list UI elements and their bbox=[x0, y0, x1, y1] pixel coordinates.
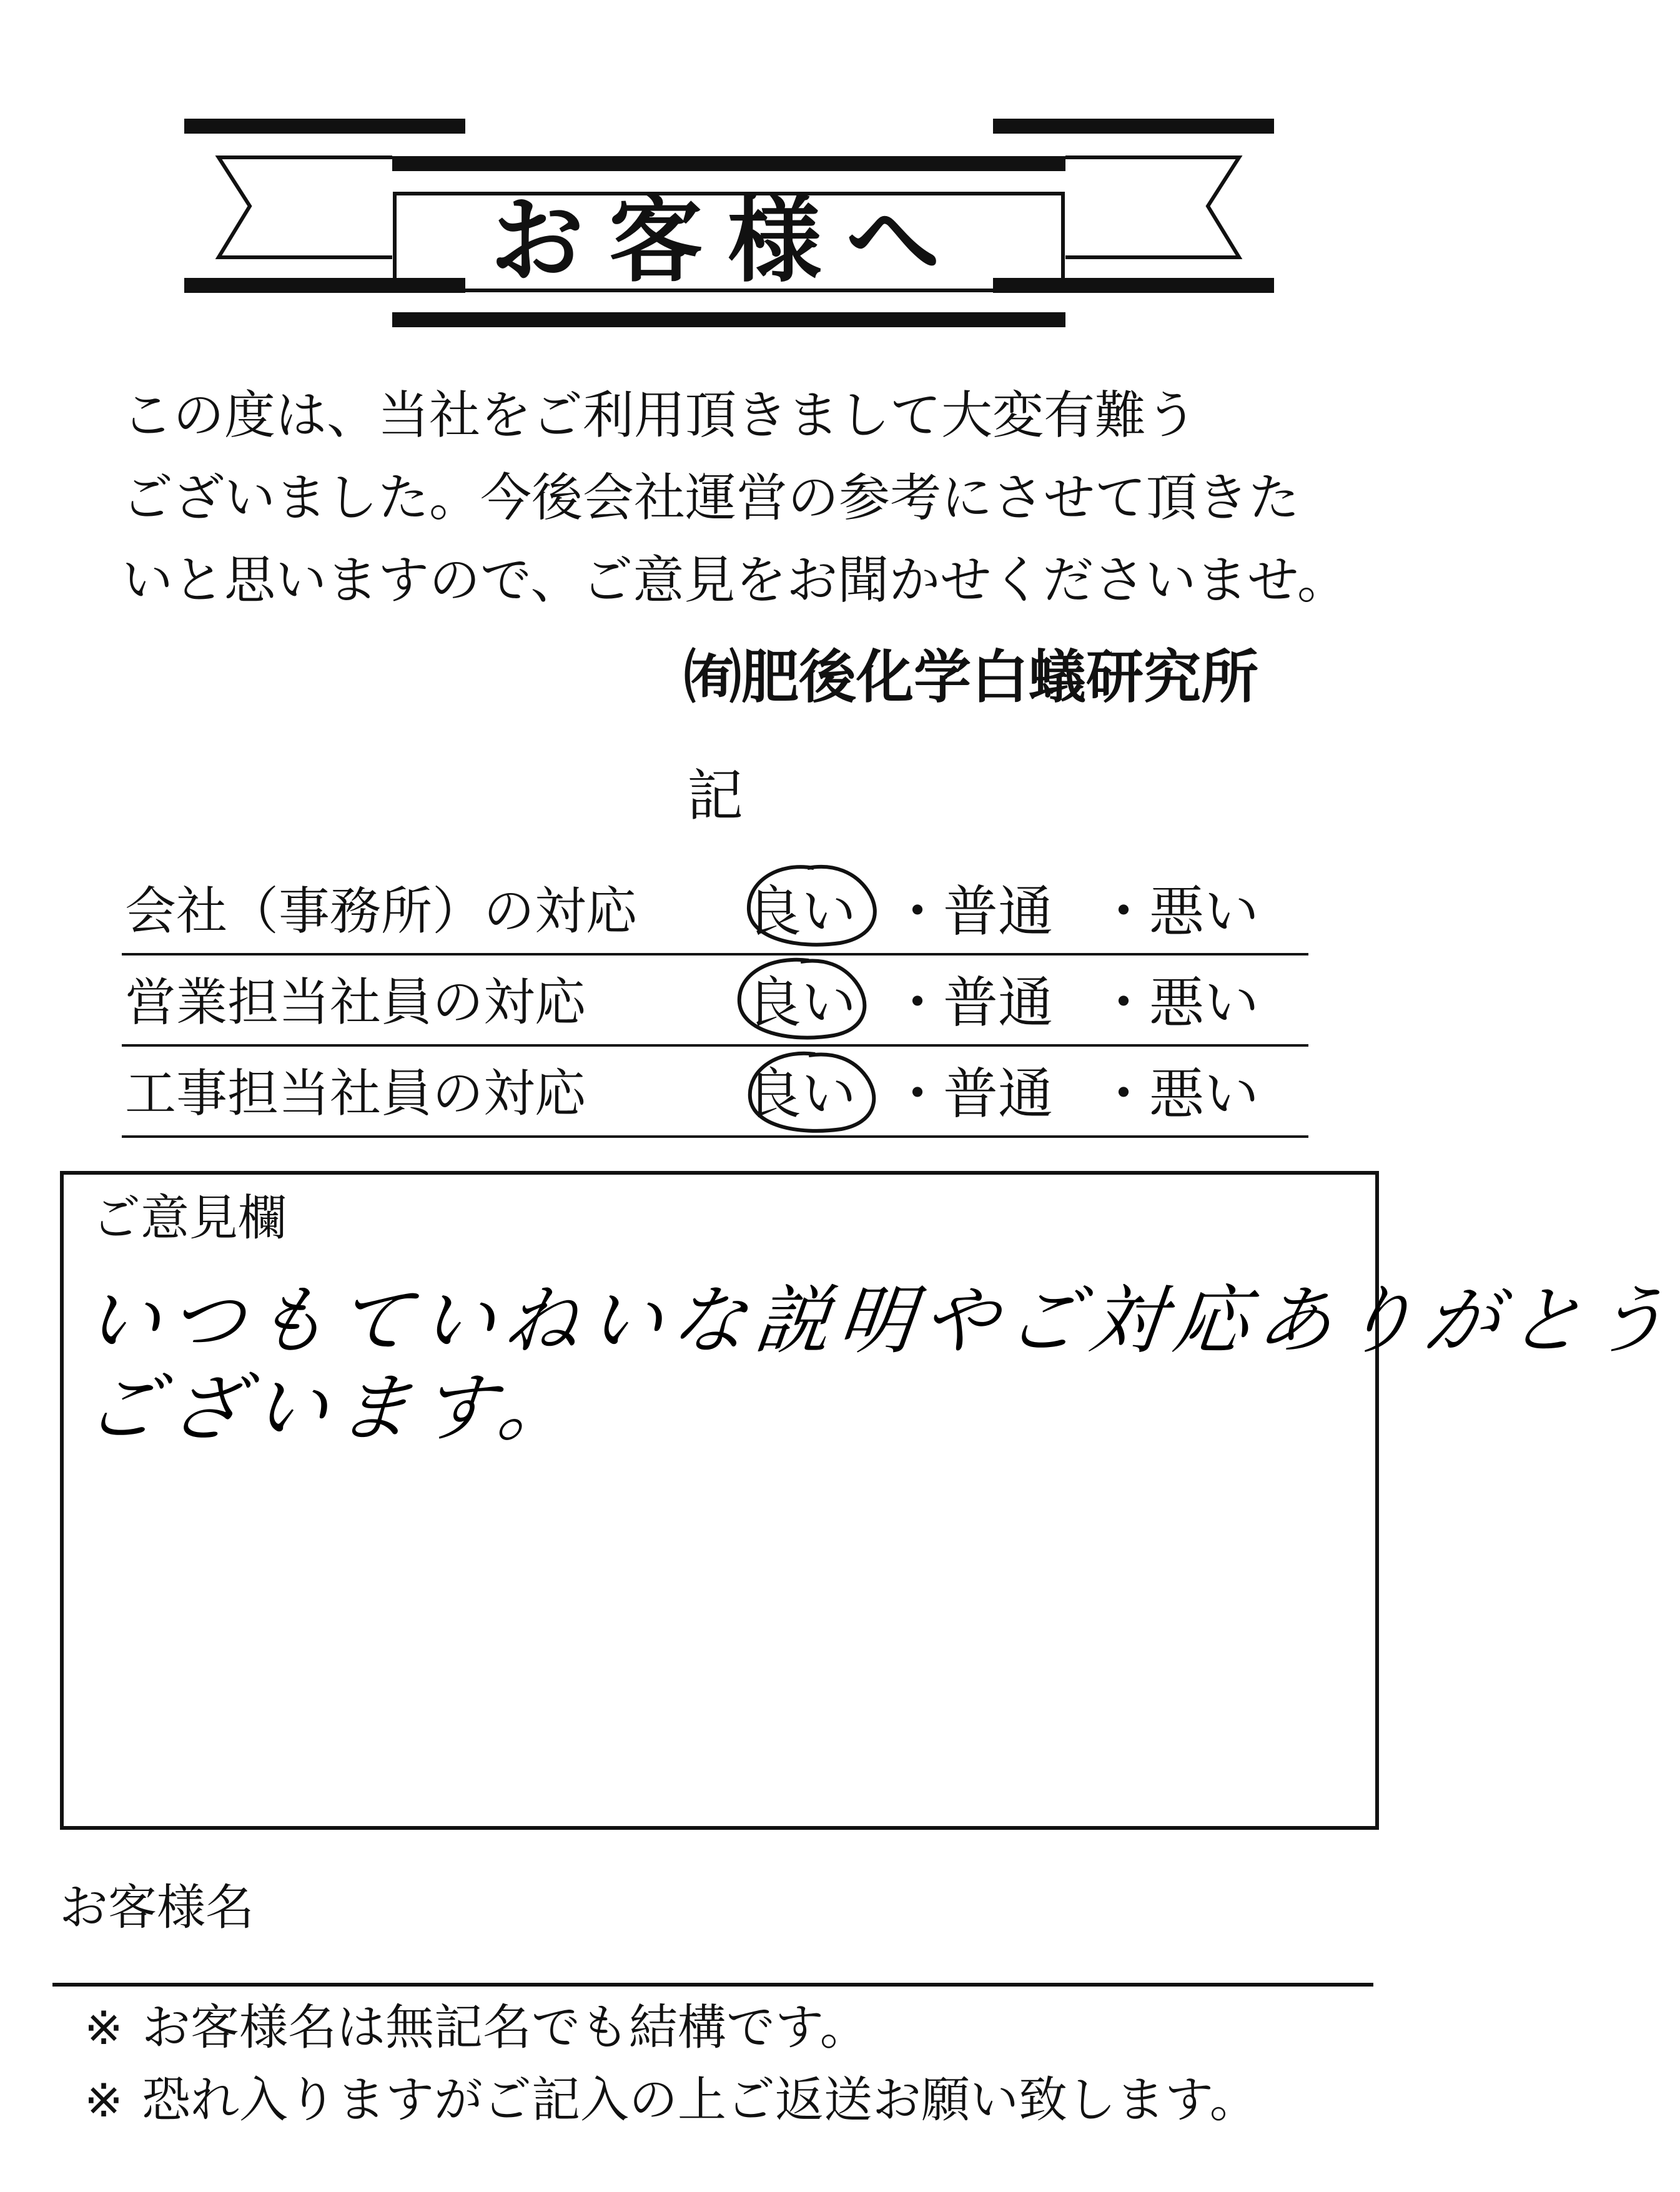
separator-dot: ・ bbox=[890, 970, 946, 1035]
intro-paragraph bbox=[122, 375, 1346, 622]
option-good[interactable]: 良い bbox=[746, 1062, 857, 1126]
company-name: ㈲肥後化学白蟻研究所 bbox=[684, 644, 1259, 711]
customer-name-line[interactable] bbox=[52, 1983, 1373, 1987]
rating-label: 営業担当社員の対応 bbox=[125, 973, 586, 1032]
handwritten-line: ございます。 bbox=[81, 1365, 586, 1452]
rating-row-office bbox=[122, 862, 1308, 955]
option-normal[interactable]: 普通 bbox=[943, 1062, 1054, 1126]
rating-label: 会社（事務所）の対応 bbox=[125, 882, 638, 941]
separator-dot: ・ bbox=[1096, 970, 1152, 1035]
rating-row-construction bbox=[122, 1044, 1308, 1138]
separator-dot: ・ bbox=[1096, 1062, 1152, 1126]
option-normal[interactable]: 普通 bbox=[943, 879, 1054, 944]
intro-line: この度は、当社をご利用頂きまして大変有難う bbox=[122, 386, 1198, 445]
rating-label: 工事担当社員の対応 bbox=[125, 1064, 586, 1123]
option-bad[interactable]: 悪い bbox=[1149, 879, 1260, 944]
ki-heading: 記 bbox=[687, 763, 743, 829]
selection-circle-icon bbox=[740, 1044, 884, 1138]
selection-circle-icon bbox=[740, 857, 884, 950]
option-normal[interactable]: 普通 bbox=[943, 970, 1054, 1035]
separator-dot: ・ bbox=[1096, 879, 1152, 944]
intro-line: いと思いますので、ご意見をお聞かせくださいませ。 bbox=[122, 551, 1348, 610]
customer-name-label: お客様名 bbox=[59, 1880, 255, 1936]
page-title: お客様へ bbox=[490, 185, 965, 295]
separator-dot: ・ bbox=[890, 879, 946, 944]
note-text: お客様名は無記名でも結構です。 bbox=[142, 2000, 869, 2056]
note-line bbox=[84, 2065, 1365, 2137]
opinion-box[interactable] bbox=[60, 1171, 1680, 1830]
opinion-label: ご意見欄 bbox=[92, 1190, 287, 1247]
notes bbox=[84, 1992, 1365, 2137]
option-bad[interactable]: 悪い bbox=[1149, 1062, 1260, 1126]
note-mark: ※ bbox=[84, 2074, 124, 2128]
note-mark: ※ bbox=[84, 2002, 124, 2055]
handwritten-line: いつもていねいな説明やご対応ありがとう bbox=[81, 1278, 1680, 1365]
note-text: 恐れ入りますがご記入の上ご返送お願い致します。 bbox=[142, 2072, 1258, 2128]
handwritten-comment bbox=[64, 1175, 1680, 1487]
rating-row-sales bbox=[122, 953, 1308, 1047]
option-good[interactable]: 良い bbox=[746, 879, 857, 944]
note-line bbox=[84, 1992, 1365, 2065]
option-good[interactable]: 良い bbox=[746, 970, 857, 1035]
separator-dot: ・ bbox=[890, 1062, 946, 1126]
intro-line: ございました。今後会社運営の参考にさせて頂きた bbox=[122, 468, 1300, 528]
option-bad[interactable]: 悪い bbox=[1149, 970, 1260, 1035]
ribbon-banner bbox=[0, 0, 1458, 350]
selection-circle-icon bbox=[731, 952, 874, 1045]
